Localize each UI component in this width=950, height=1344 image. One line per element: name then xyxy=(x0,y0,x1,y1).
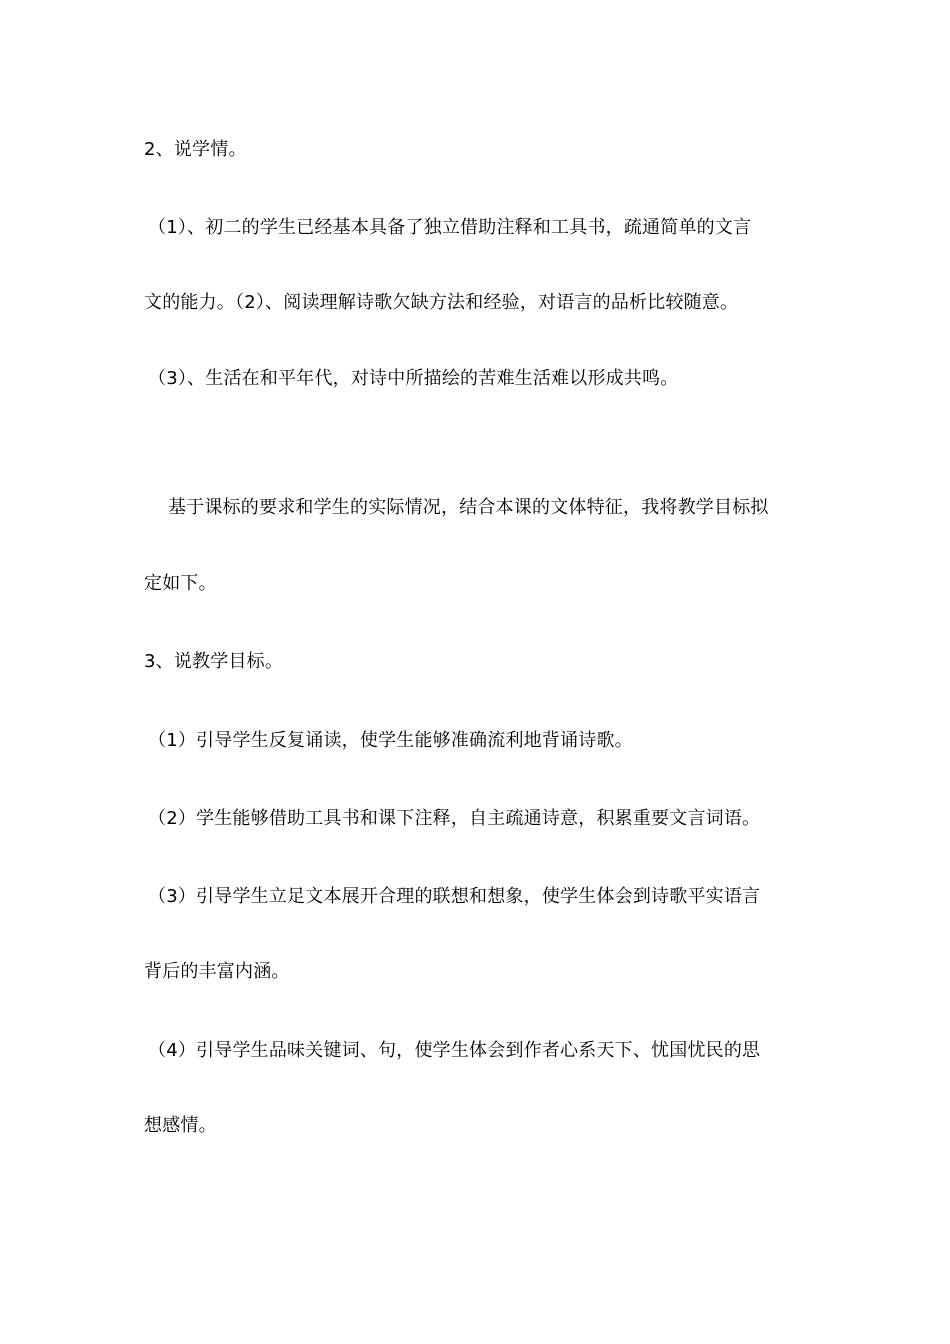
paragraph-line: （3）、生活在和平年代，对诗中所描绘的苦难生活难以形成共鸣。 xyxy=(148,368,679,389)
list-item: （2）学生能够借助工具书和课下注释，自主疏通诗意，积累重要文言词语。 xyxy=(148,808,761,829)
list-item-continuation: 想感情。 xyxy=(144,1115,217,1136)
section-heading-teaching-goals: 3、说教学目标。 xyxy=(144,651,284,672)
list-item: （1）引导学生反复诵读，使学生能够准确流利地背诵诗歌。 xyxy=(148,730,633,751)
list-item-continuation: 背后的丰富内涵。 xyxy=(144,961,290,982)
list-item: （4）引导学生品味关键词、句，使学生体会到作者心系天下、忧国忧民的思 xyxy=(148,1040,761,1061)
paragraph-line: 定如下。 xyxy=(144,573,217,594)
paragraph-line: （1）、初二的学生已经基本具备了独立借助注释和工具书，疏通简单的文言 xyxy=(148,217,752,238)
list-item: （3）引导学生立足文本展开合理的联想和想象，使学生体会到诗歌平实语言 xyxy=(148,886,761,907)
paragraph-line: 基于课标的要求和学生的实际情况，结合本课的文体特征，我将教学目标拟 xyxy=(168,497,769,518)
section-heading-student-analysis: 2、说学情。 xyxy=(144,139,247,160)
paragraph-line: 文的能力。（2）、阅读理解诗歌欠缺方法和经验，对语言的品析比较随意。 xyxy=(144,292,739,313)
